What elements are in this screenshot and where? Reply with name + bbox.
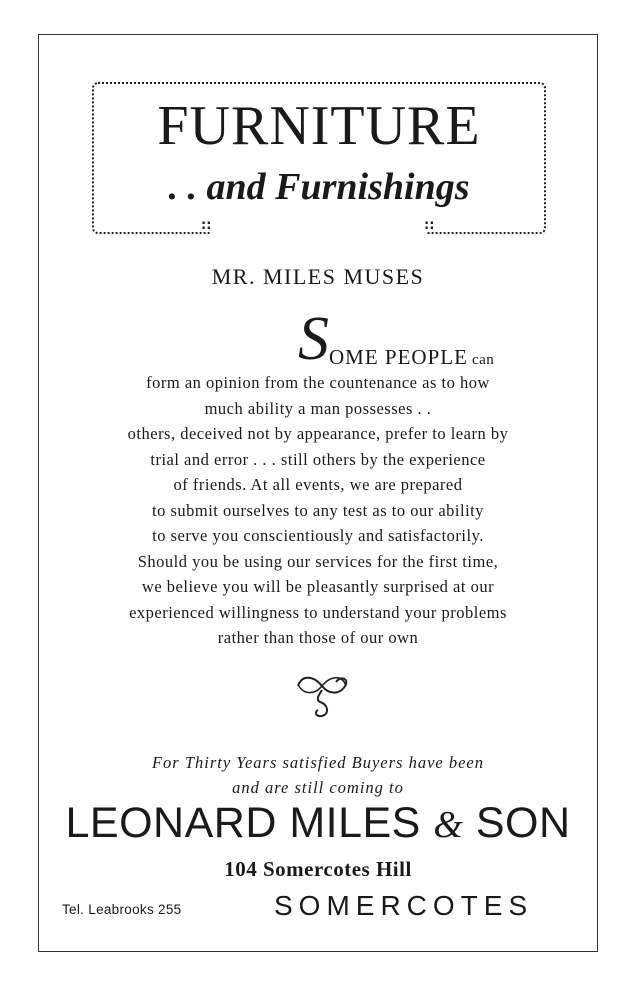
company-ampersand: & xyxy=(433,804,464,846)
body-paragraph xyxy=(60,370,576,651)
body-line: trial and error . . . still others by the experience xyxy=(150,449,486,469)
lead-rest: can xyxy=(471,352,495,368)
street-address: 104 Somercotes Hill xyxy=(224,857,412,881)
flourish-ornament-icon xyxy=(294,670,350,720)
body-line: form an opinion from the countenance as to how xyxy=(146,373,490,392)
body-line: rather than those of our own xyxy=(217,628,419,647)
lead-caps: OME PEOPLE xyxy=(329,345,468,369)
body-line: others, deceived not by appearance, prefer to learn by xyxy=(127,424,509,443)
body-line: Should you be using our services for the first time, xyxy=(137,551,499,571)
headline-subtitle: . . and Furnishings xyxy=(168,166,470,208)
telephone-number: Tel. Leabrooks 255 xyxy=(62,902,182,917)
body-line: to serve you conscientiously and satisfactorily. xyxy=(152,526,484,545)
company-name xyxy=(0,800,636,847)
body-line: much ability a man possesses . . xyxy=(204,398,432,418)
frame-colon-ornament-right: :: xyxy=(424,218,435,233)
body-line: to submit ourselves to any test as to our ability xyxy=(151,500,484,520)
headline-title: FURNITURE xyxy=(157,95,481,157)
company-name-part-1: LEONARD MILES xyxy=(65,799,421,847)
frame-colon-ornament-left: :: xyxy=(201,218,212,233)
tagline-line-1: For Thirty Years satisfied Buyers have been xyxy=(151,753,485,772)
lead-line xyxy=(298,305,495,373)
tagline-line-2: and are still coming to xyxy=(232,778,404,797)
tagline xyxy=(0,750,636,800)
drop-cap: S xyxy=(298,305,329,373)
body-line: we believe you will be pleasantly surprised at our xyxy=(141,577,495,596)
column-heading: MR. MILES MUSES xyxy=(211,264,425,289)
town-name: SOMERCOTES xyxy=(274,890,534,921)
header-frame-gap xyxy=(210,226,426,240)
company-name-part-2: SON xyxy=(475,799,571,847)
body-line: experienced willingness to understand your problems xyxy=(129,602,507,622)
body-line: of friends. At all events, we are prepared xyxy=(173,475,463,494)
